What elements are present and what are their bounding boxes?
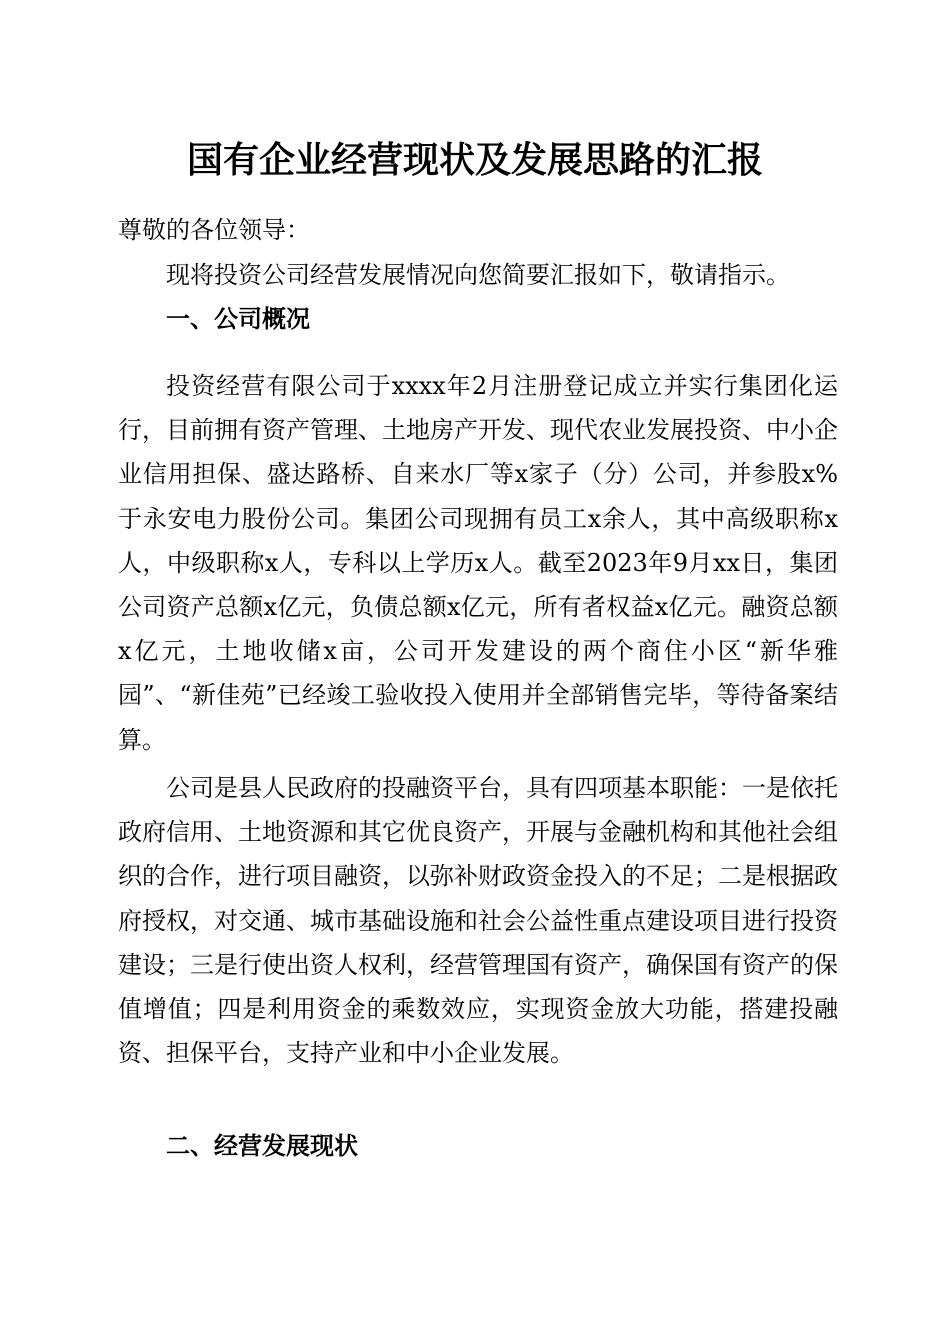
greeting-line: 尊敬的各位领导： (118, 216, 310, 244)
section-heading-status: 二、经营发展现状 (166, 1132, 358, 1160)
intro-paragraph: 现将投资公司经营发展情况向您简要汇报如下，敬请指示。 (166, 261, 790, 289)
company-functions-paragraph: 公司是县人民政府的投融资平台，具有四项基本职能：一是依托政府信用、土地资源和其它优良资产，开展与金融机构和其他社会组织的合作，进行项目融资，以弥补财政资金投入的不足；二是根据政府授权，对交通、城市基础设施和社会公益性重点建设项目进行投资建设；三是行使出资人权利，经营管理国有资产，确保国有资产的保值增值；四是利用资金的乘数效应，实现资金放大功能，搭建投融资、担保平台，支持产业和中小企业发展。 (118, 774, 838, 1068)
section-heading-overview: 一、公司概况 (166, 305, 310, 333)
document-title: 国有企业经营现状及发展思路的汇报 (186, 139, 763, 181)
company-overview-paragraph: 投资经营有限公司于xxxx年2月注册登记成立并实行集团化运行，目前拥有资产管理、土地房产开发、现代农业发展投资、中小企业信用担保、盛达路桥、自来水厂等x家子（分）公司，并参股x%于永安电力股份公司。集团公司现拥有员工x余人，其中高级职称x人，中级职称x人，专科以上学历x人。截至2023年9月xx日，集团公司资产总额x亿元，负债总额x亿元，所有者权益x亿元。融资总额x亿元，土地收储x亩，公司开发建设的两个商住小区“新华雅园”、“新佳苑”已经竣工验收投入使用并全部销售完毕，等待备案结算。 (118, 372, 838, 754)
